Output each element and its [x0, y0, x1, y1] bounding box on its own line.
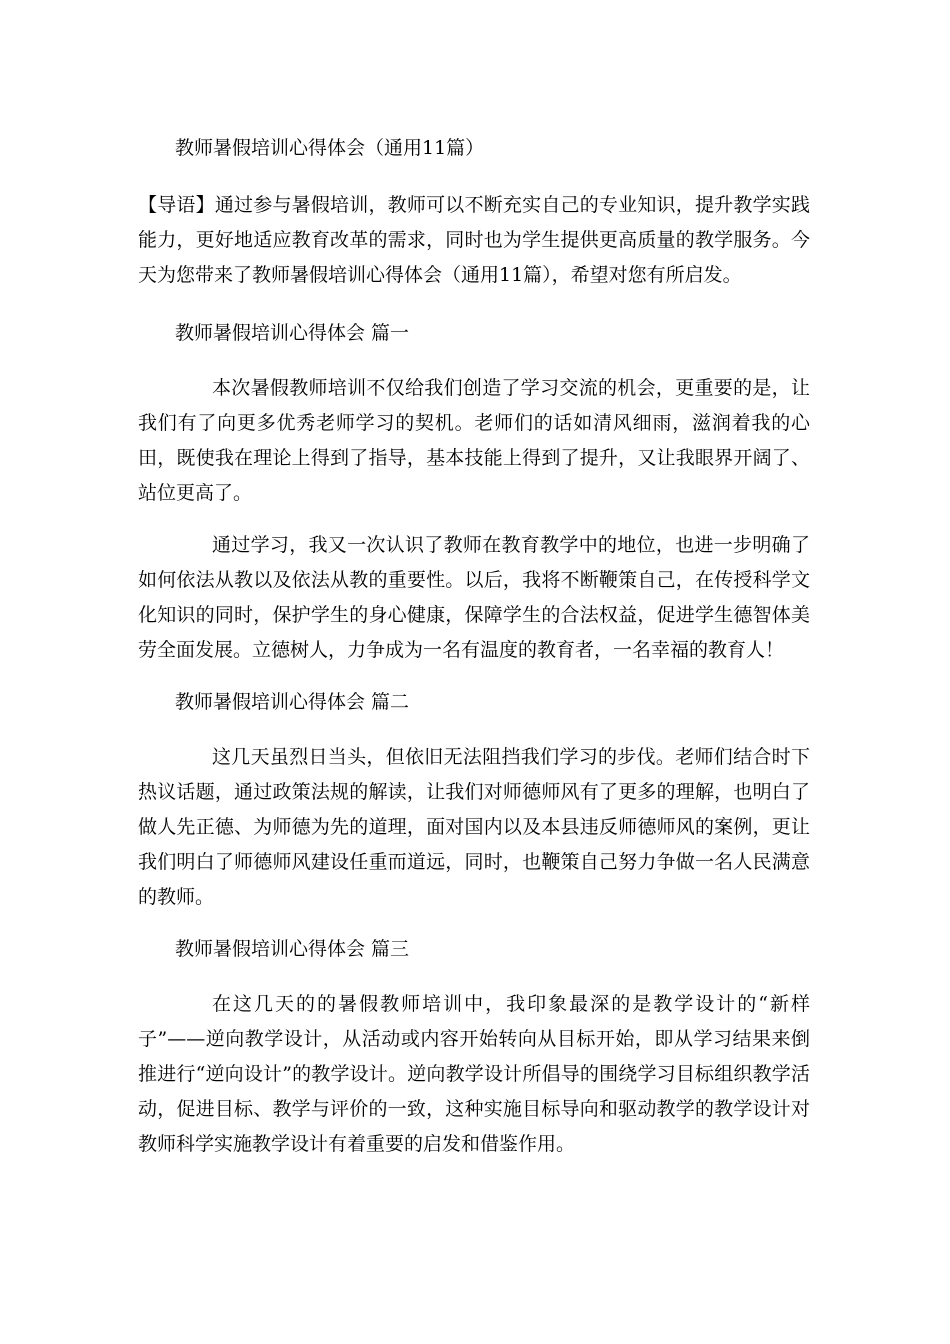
section-1	[138, 316, 810, 668]
section-heading: 教师暑假培训心得体会 篇二	[175, 691, 410, 713]
section-3	[138, 932, 810, 1162]
document-page	[138, 128, 810, 1179]
section-heading: 教师暑假培训心得体会 篇一	[175, 322, 410, 344]
section-heading: 教师暑假培训心得体会 篇三	[175, 938, 410, 960]
section-paragraph: 本次暑假教师培训不仅给我们创造了学习交流的机会，更重要的是，让我们有了向更多优秀老师学习的契机。老师们的话如清风细雨，滋润着我的心田，既使我在理论上得到了指导，基本技能上得到了提升，又让我眼界开阔了、站位更高了。	[138, 377, 810, 504]
document-title: 教师暑假培训心得体会（通用11篇）	[175, 137, 485, 159]
section-paragraph: 通过学习，我又一次认识了教师在教育教学中的地位，也进一步明确了如何依法从教以及依法从教的重要性。以后，我将不断鞭策自己，在传授科学文化知识的同时，保护学生的身心健康，保障学生的合法权益，促进学生德智体美劳全面发展。立德树人，力争成为一名有温度的教育者，一名幸福的教育人！	[138, 534, 810, 661]
intro-paragraph: 【导语】通过参与暑假培训，教师可以不断充实自己的专业知识，提升教学实践能力，更好地适应教育改革的需求，同时也为学生提供更高质量的教学服务。今天为您带来了教师暑假培训心得体会（通用11篇），希望对您有所启发。	[138, 194, 810, 286]
section-paragraph: 在这几天的的暑假教师培训中，我印象最深的是教学设计的“新样子”——逆向教学设计，从活动或内容开始转向从目标开始，即从学习结果来倒推进行“逆向设计”的教学设计。逆向教学设计所倡导的围绕学习目标组织教学活动，促进目标、教学与评价的一致，这种实施目标导向和驱动教学的教学设计对教师科学实施教学设计有着重要的启发和借鉴作用。	[138, 993, 810, 1155]
section-paragraph: 这几天虽烈日当头，但依旧无法阻挡我们学习的步伐。老师们结合时下热议话题，通过政策法规的解读，让我们对师德师风有了更多的理解，也明白了做人先正德、为师德为先的道理，面对国内以及本县违反师德师风的案例，更让我们明白了师德师风建设任重而道远，同时，也鞭策自己努力争做一名人民满意的教师。	[138, 746, 810, 908]
section-2	[138, 685, 810, 915]
